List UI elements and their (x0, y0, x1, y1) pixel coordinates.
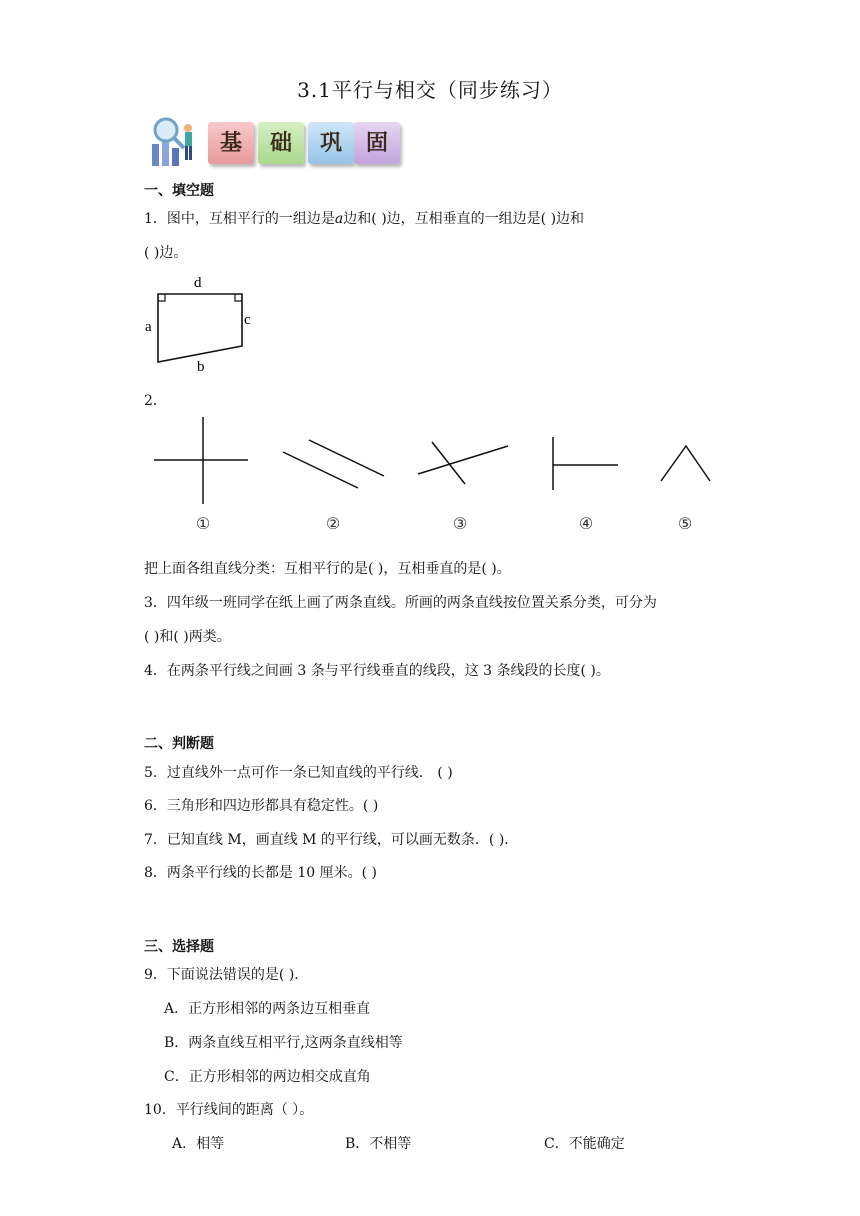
group-2 (283, 440, 384, 488)
group-label-5: ⑤ (677, 514, 693, 533)
banner-tile-2: 础 (258, 122, 304, 164)
q5-text: 5．过直线外一点可作一条已知直线的平行线． ( ) (144, 765, 453, 781)
group-4 (553, 437, 618, 490)
q10-option-a: A．相等 (172, 1136, 225, 1152)
group-label-3: ③ (452, 514, 468, 533)
group-label-2: ② (325, 514, 341, 533)
q1-line1 (144, 208, 584, 228)
q2-number: 2． (144, 393, 167, 409)
q9-text: 9．下面说法错误的是( )． (144, 967, 309, 983)
group-label-4: ④ (578, 514, 594, 533)
magnifier-graphic-icon (144, 114, 200, 170)
q6-text: 6．三角形和四边形都具有稳定性。( ) (144, 798, 379, 814)
q4-text: 4．在两条平行线之间画 3 条与平行线垂直的线段，这 3 条线段的长度( )。 (144, 663, 610, 679)
section3-heading: 三、选择题 (144, 939, 214, 955)
q10-option-c: C．不能确定 (544, 1136, 625, 1152)
label-a: a (145, 319, 152, 335)
banner-tile-3: 巩 (308, 122, 354, 164)
label-c: c (244, 312, 251, 328)
label-d: d (194, 275, 202, 291)
q1-italic-a: a (334, 211, 344, 227)
group-label-1: ① (195, 514, 211, 533)
q1-line2: ( )边。 (144, 245, 188, 261)
q1-text-b: 边和( )边，互相垂直的一组边是( )边和 (343, 211, 585, 227)
q1-text-a: 1．图中，互相平行的一组边是 (144, 211, 335, 227)
q7-text: 7．已知直线 M，画直线 M 的平行线，可以画无数条．( )． (144, 832, 519, 848)
q9-option-a: A．正方形相邻的两条边互相垂直 (164, 1001, 371, 1017)
q9-option-c: C．正方形相邻的两边相交成直角 (164, 1069, 371, 1085)
banner-tile-4: 固 (354, 122, 400, 164)
section2-heading: 二、判断题 (144, 736, 214, 752)
page-title: 3.1平行与相交（同步练习） (297, 78, 563, 102)
q3-line2: ( )和( )两类。 (144, 629, 231, 645)
group-5 (661, 446, 710, 481)
figure-quadrilateral (140, 270, 270, 378)
banner-tile-1: 基 (208, 122, 254, 164)
figure-line-groups (140, 412, 730, 537)
q8-text: 8．两条平行线的长都是 10 厘米。( ) (144, 865, 377, 881)
label-b: b (197, 359, 205, 375)
q9-option-b: B．两条直线互相平行,这两条直线相等 (164, 1035, 403, 1051)
q10-text: 10．平行线间的距离（ ）。 (144, 1102, 314, 1118)
group-1 (154, 417, 248, 504)
q10-option-b: B．不相等 (345, 1136, 412, 1152)
q2-text: 把上面各组直线分类：互相平行的是( )，互相垂直的是( )。 (144, 561, 511, 577)
section1-heading: 一、填空题 (144, 183, 214, 199)
q3-line1: 3．四年级一班同学在纸上画了两条直线。所画的两条直线按位置关系分类，可分为 (144, 595, 657, 611)
group-3 (418, 442, 508, 484)
